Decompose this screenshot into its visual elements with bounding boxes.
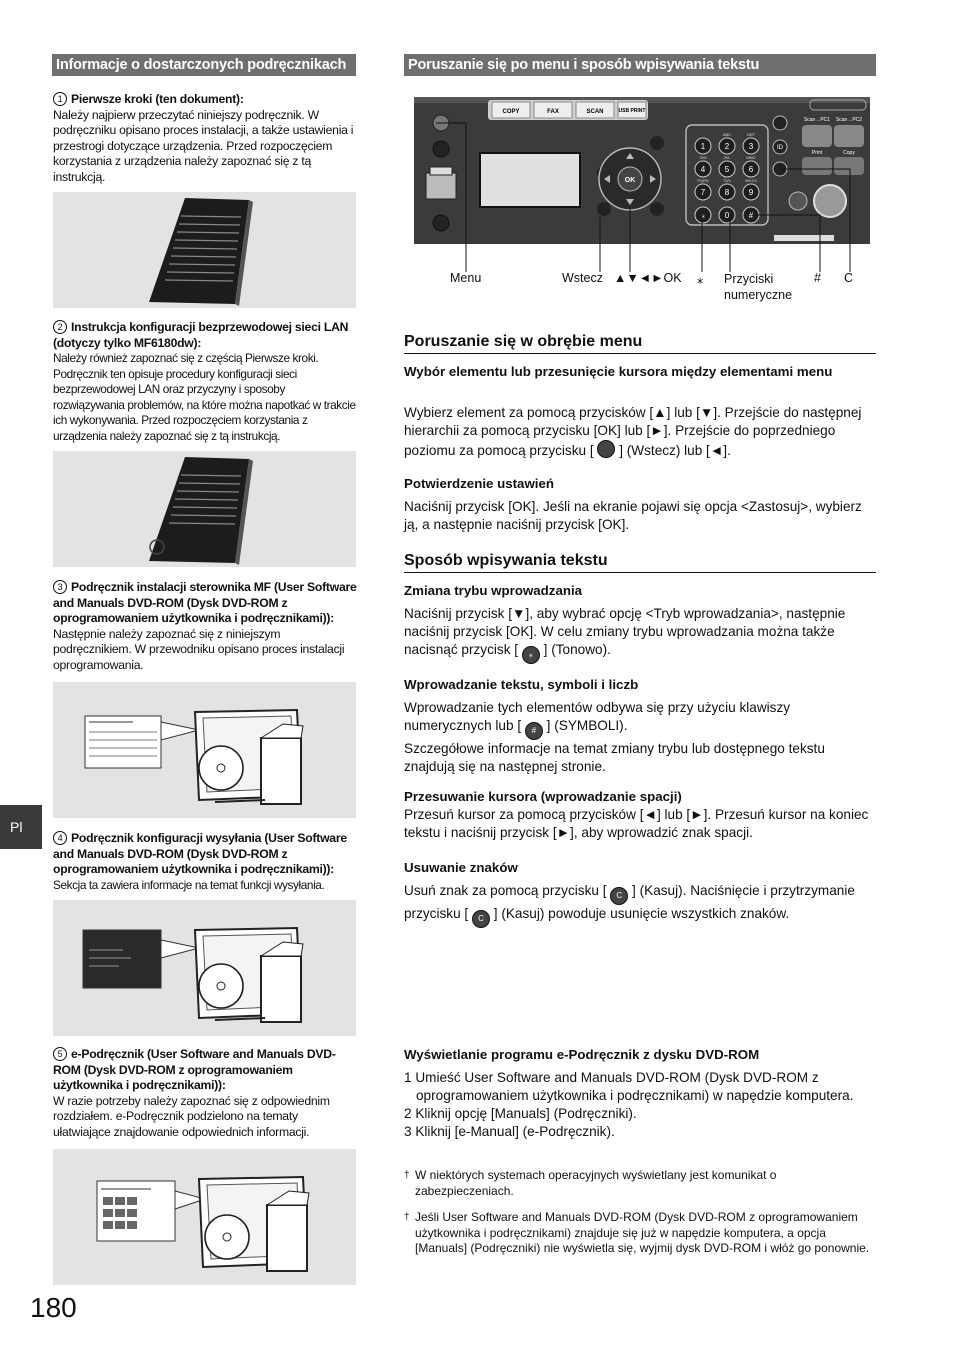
manual-body: Należy również zapoznać się z częścią Pierwsze kroki. Podręcznik ten opisuje procedury konfiguracji sieci bezprzewodowej LAN oraz przyczyny i sposoby rozwiązywania problemów, na które można napotkać w trakcie ich wykonywania. Przed rozpoczęciem korzystania z urządzenia należy zapoznać się z tą instrukcją.: [53, 351, 356, 443]
circled-number: 4: [53, 831, 67, 845]
id-button-label: ID: [777, 145, 783, 151]
keypad-key-number: 3: [748, 142, 754, 151]
manual-4: [53, 831, 357, 893]
manual-title: Podręcznik konfiguracji wysyłania (User Software and Manuals DVD-ROM (Dysk DVD-ROM z oprogramowaniem użytkownika i podręcznikami)):: [53, 831, 347, 876]
keypad-key-number: 4: [700, 165, 706, 174]
text-section-title: Sposób wpisywania tekstu: [404, 552, 876, 573]
text-p2-part1: Wprowadzanie tych elementów odbywa się przy użyciu klawiszy numerycznych lub [: [404, 700, 791, 733]
callout-arrows-ok: ▲▼◄►OK: [614, 271, 682, 285]
dvd-step: 2 Kliknij opcję [Manuals] (Podręczniki).: [404, 1106, 637, 1121]
text-delete-paragraph: [404, 882, 876, 928]
text-sub-delete: Usuwanie znaków: [404, 860, 518, 875]
page-number: 180: [30, 1292, 77, 1323]
callout-hash: #: [814, 271, 821, 285]
back-button-icon: [597, 440, 615, 458]
circled-number: 3: [53, 580, 67, 594]
callout-numeric-keys: [724, 271, 792, 303]
keypad-key-letters: WXYZ: [745, 178, 757, 183]
manual-1-illustration: [53, 192, 356, 308]
dagger-mark: †: [404, 1212, 410, 1223]
nav-sub-select: Wybór elementu lub przesunięcie kursora między elementami menu: [404, 364, 833, 379]
keypad-key-letters: ABC: [722, 132, 732, 137]
callout-clear: C: [844, 271, 854, 285]
manual-body: W razie potrzeby należy zapoznać się z odpowiednim rozdziałem. e-Podręcznik podzielono na tematy ułatwiające znajdowanie odpowiednich informacji.: [53, 1093, 330, 1139]
callout-lines: [414, 97, 870, 272]
manual-2: [53, 320, 357, 444]
keypad-key-number: #: [748, 211, 754, 220]
text-p4-part2: ] (Kasuj). Naciśnięcie i przytrzymanie przycisku [: [404, 883, 855, 921]
callout-numeric-line2: numeryczne: [724, 288, 793, 302]
tone-button-icon: ⁎: [522, 646, 540, 664]
copy-button-label: COPY: [502, 109, 520, 115]
keypad-key-letters: TUV: [723, 178, 731, 183]
text-p2-part2: ] (SYMBOLI).: [546, 718, 628, 733]
callout-tone: ⁎: [697, 272, 704, 286]
text-p2-part3: Szczegółowe informacje na temat zmiany trybu lub dostępnego tekstu znajdują się na następnej stronie.: [404, 741, 825, 774]
keypad-key-number: 1: [700, 142, 706, 151]
keypad-key-letters: JKL: [723, 155, 731, 160]
keypad-key-number: 6: [748, 165, 754, 174]
scan-pc1-label: Scan→PC1: [803, 117, 831, 123]
circled-number: 2: [53, 320, 67, 334]
text-sub-mode: Zmiana trybu wprowadzania: [404, 583, 583, 598]
manual-1: [53, 92, 357, 185]
left-section-header: Informacje o dostarczonych podręcznikach: [52, 54, 356, 76]
dvd-step: 1 Umieść User Software and Manuals DVD-ROM (Dysk DVD-ROM z oprogramowaniem użytkownika i podręcznikami) w napędzie komputera.: [404, 1070, 854, 1103]
symbol-button-icon: #: [525, 722, 543, 740]
nav-sub-confirm: Potwierdzenie ustawień: [404, 476, 554, 491]
text-entry-paragraph: [404, 699, 876, 776]
nav-p1-part1: Wybierz element za pomocą przycisków [▲] lub [▼]. Przejście do następnej hierarchii za pomocą przycisku [OK] lub [►]. Przejście do poprzedniego poziomu za pomocą przycisku [: [404, 405, 862, 458]
text-p1-part1: Naciśnij przycisk [▼], aby wybrać opcję <Tryb wprowadzania>, następnie naciśnij przycisk [OK]. W celu zmiany trybu wprowadzania można także nacisnąć przycisk [: [404, 606, 846, 657]
manual-body: Należy najpierw przeczytać niniejszy podręcznik. W podręczniku opisano proces instalacji, a także ustawienia i przestrogi dotyczące urządzenia. Przed rozpoczęciem korzystania z urządzenia należy zapoznać się z tą instrukcją.: [53, 107, 354, 184]
fax-button-label: FAX: [547, 109, 559, 115]
ok-button-label: OK: [624, 177, 636, 184]
clear-button-icon: C: [610, 887, 628, 905]
keypad-key-number: 0: [724, 211, 730, 220]
manual-5-illustration: [53, 1149, 356, 1285]
manual-5: [53, 1047, 357, 1140]
keypad-key-letters: PQRS: [697, 178, 709, 183]
manual-title: e-Podręcznik (User Software and Manuals DVD-ROM (Dysk DVD-ROM z oprogramowaniem użytkownika i podręcznikami)):: [53, 1047, 336, 1092]
nav-select-paragraph: [404, 404, 876, 460]
nav-section-title: Poruszanie się w obrębie menu: [404, 333, 876, 354]
text-p1-part2: ] (Tonowo).: [543, 642, 611, 657]
keypad-key-number: 5: [724, 165, 730, 174]
note-text: W niektórych systemach operacyjnych wyświetlany jest komunikat o zabezpieczeniach.: [415, 1168, 777, 1198]
manual-title: Podręcznik instalacji sterownika MF (User Software and Manuals DVD-ROM (Dysk DVD-ROM z oprogramowaniem użytkownika i podręcznikami)):: [53, 580, 357, 625]
right-section-header: Poruszanie się po menu i sposób wpisywania tekstu: [404, 54, 876, 76]
manual-2-illustration: [53, 451, 356, 567]
manual-3: [53, 580, 357, 673]
copy2-label: Copy: [843, 150, 855, 156]
clear-button-icon: C: [472, 910, 490, 928]
scan-pc2-label: Scan→PC2: [835, 117, 863, 123]
keypad-key-number: 9: [748, 188, 754, 197]
dagger-mark: †: [404, 1170, 410, 1181]
text-sub-entry: Wprowadzanie tekstu, symboli i liczb: [404, 677, 639, 692]
keypad-key-number: 8: [724, 188, 730, 197]
scan-button-label: SCAN: [586, 109, 604, 115]
text-cursor-paragraph: Przesuń kursor za pomocą przycisków [◄] lub [►]. Przesuń kursor na koniec tekstu i naciśnij przycisk [►], aby wprowadzić znak spacji.: [404, 807, 869, 840]
keypad-key-letters: DEF: [747, 132, 755, 137]
callout-back: Wstecz: [562, 271, 603, 285]
circled-number: 1: [53, 92, 67, 106]
circled-number: 5: [53, 1047, 67, 1061]
keypad-key-letters: GHI: [699, 155, 707, 160]
eprint-label: Print: [811, 150, 823, 156]
nav-p1-part2: ] (Wstecz) lub [◄].: [619, 443, 731, 458]
text-p4-part1: Usuń znak za pomocą przycisku [: [404, 883, 607, 898]
text-p4-part3: ] (Kasuj) powoduje usunięcie wszystkich znaków.: [493, 906, 790, 921]
dvd-note-1: [404, 1168, 874, 1199]
manual-title: Pierwsze kroki (ten dokument):: [71, 92, 244, 106]
manual-title: Instrukcja konfiguracji bezprzewodowej sieci LAN (dotyczy tylko MF6180dw):: [53, 320, 349, 350]
dvd-steps: [404, 1069, 876, 1141]
nav-confirm-paragraph: Naciśnij przycisk [OK]. Jeśli na ekranie pojawi się opcja <Zastosuj>, wybierz ją, a następnie naciśnij przycisk [OK].: [404, 499, 862, 532]
keypad-key-number: ⁎: [701, 211, 705, 220]
language-tab: Pl: [0, 805, 42, 849]
note-text: Jeśli User Software and Manuals DVD-ROM (Dysk DVD-ROM z oprogramowaniem użytkownika i podręcznikami) znajduje się już w napędzie komputera, a opcja [Manuals] (Podręczniki) nie wyświetla się, wyjmij dysk DVD-ROM i włóż go ponownie.: [415, 1210, 870, 1255]
manual-body: Sekcja ta zawiera informacje na temat funkcji wysyłania.: [53, 877, 325, 892]
text-sub-cursor: Przesuwanie kursora (wprowadzanie spacji): [404, 789, 682, 804]
usb-print-button-label: USB PRINT: [618, 108, 646, 114]
text-mode-paragraph: [404, 605, 876, 664]
dvd-note-2: [404, 1210, 874, 1257]
keypad-key-letters: MNO: [746, 155, 756, 160]
dvd-step: 3 Kliknij [e-Manual] (e-Podręcznik).: [404, 1124, 615, 1139]
manual-body: Następnie należy zapoznać się z niniejszym podręcznikiem. W przewodniku opisano proces instalacji oprogramowania.: [53, 626, 345, 672]
callout-numeric-line1: Przyciski: [724, 272, 774, 286]
callout-menu: Menu: [450, 271, 482, 285]
manual-3-illustration: [53, 682, 356, 818]
manual-4-illustration: [53, 900, 356, 1036]
keypad-key-number: 2: [724, 142, 730, 151]
dvd-section-title: Wyświetlanie programu e-Podręcznik z dysku DVD-ROM: [404, 1047, 760, 1062]
keypad-key-number: 7: [700, 188, 706, 197]
